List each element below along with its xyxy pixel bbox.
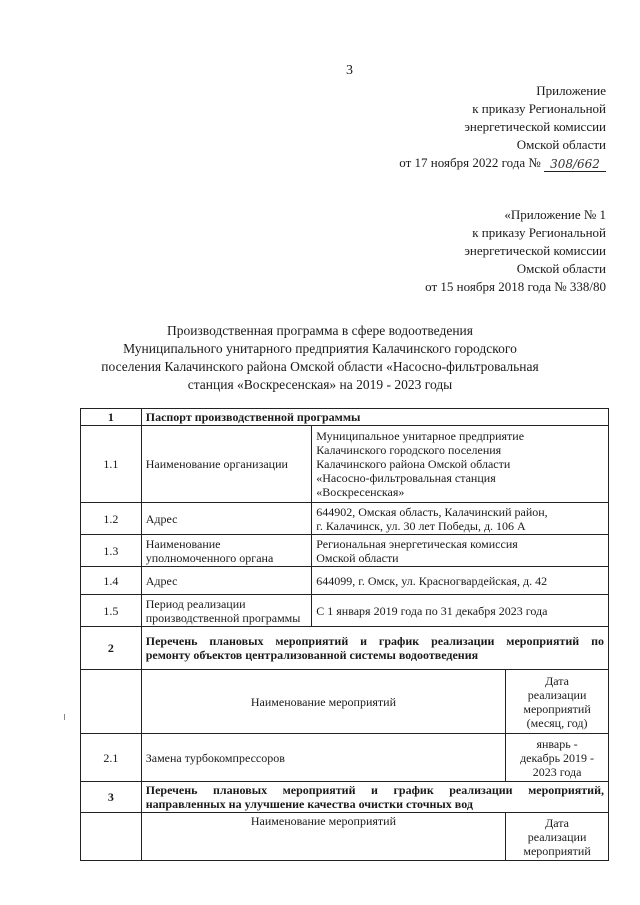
empty-cell bbox=[81, 670, 142, 734]
approval-line: энергетической комиссии bbox=[464, 119, 606, 134]
row-number: 1.3 bbox=[81, 535, 142, 567]
date-header-line: мероприятий bbox=[523, 701, 591, 716]
value-line: Калачинского городского поселения bbox=[316, 443, 502, 457]
section-title-line: ремонту объектов централизованной системы водоотведения bbox=[145, 648, 479, 662]
value-line: Муниципальное унитарное предприятие bbox=[316, 429, 525, 443]
approval-date-line bbox=[399, 154, 606, 172]
row-number: 1.5 bbox=[81, 595, 142, 627]
row-value: 644099, г. Омск, ул. Красногвардейская, д. 42 bbox=[312, 567, 609, 595]
event-date bbox=[506, 734, 609, 782]
table-row bbox=[81, 595, 609, 627]
date-header-line: реализации bbox=[527, 829, 587, 844]
title-line: поселения Калачинского района Омской области «Насосно-фильтровальная bbox=[101, 359, 539, 374]
table-row bbox=[81, 426, 609, 503]
annex-line: энергетической комиссии bbox=[464, 243, 606, 258]
date-header-line: Дата bbox=[545, 673, 570, 688]
section-title-line: Перечень плановых мероприятий и график реализации мероприятий по bbox=[145, 634, 604, 648]
row-number: 2 bbox=[81, 627, 142, 670]
title-line: станция «Воскресенская» на 2019 - 2023 годы bbox=[187, 377, 453, 392]
row-label: Адрес bbox=[141, 567, 312, 595]
event-header: Наименование мероприятий bbox=[141, 670, 505, 734]
row-number: 2.1 bbox=[81, 734, 142, 782]
date-header-line: (месяц, год) bbox=[526, 715, 588, 730]
table-row bbox=[81, 734, 609, 782]
date-header-line: реализации bbox=[527, 687, 587, 702]
annex-line: от 15 ноября 2018 года № 338/80 bbox=[425, 279, 606, 294]
label-line: производственной программы bbox=[145, 610, 301, 625]
label-line: Период реализации bbox=[145, 596, 246, 611]
table-row bbox=[81, 503, 609, 535]
label-line: уполномоченного органа bbox=[145, 550, 274, 565]
row-number: 1.2 bbox=[81, 503, 142, 535]
table-row bbox=[81, 567, 609, 595]
approval-line: Омской области bbox=[516, 137, 606, 152]
value-line: «Насосно-фильтровальная станция bbox=[316, 471, 496, 485]
event-header: Наименование мероприятий bbox=[141, 813, 505, 861]
row-label: Адрес bbox=[141, 503, 312, 535]
value-line: «Воскресенская» bbox=[316, 485, 405, 499]
date-header bbox=[506, 670, 609, 734]
value-line: Омской области bbox=[316, 550, 399, 565]
row-number: 1 bbox=[81, 409, 142, 426]
section-3-column-header-row bbox=[81, 813, 609, 861]
empty-cell bbox=[81, 813, 142, 861]
annex-line: «Приложение № 1 bbox=[504, 207, 606, 222]
date-header-line: мероприятий bbox=[523, 843, 591, 858]
approval-line: к приказу Региональной bbox=[472, 101, 606, 116]
row-label bbox=[141, 535, 312, 567]
value-line: Региональная энергетическая комиссия bbox=[316, 536, 518, 551]
row-number: 1.4 bbox=[81, 567, 142, 595]
date-line: 2023 года bbox=[532, 764, 582, 779]
table-row bbox=[81, 535, 609, 567]
row-value bbox=[312, 535, 609, 567]
date-header-line: Дата bbox=[545, 815, 570, 830]
row-value: С 1 января 2019 года по 31 декабря 2023 года bbox=[312, 595, 609, 627]
section-title bbox=[141, 627, 608, 670]
event-name: Замена турбокомпрессоров bbox=[141, 734, 505, 782]
section-1-header-row bbox=[81, 409, 609, 426]
section-title-line: направленных на улучшение качества очистки сточных вод bbox=[145, 797, 473, 811]
date-line: январь - bbox=[536, 736, 578, 751]
approval-date-text: от 17 ноября 2022 года № bbox=[399, 155, 541, 170]
section-title: Паспорт производственной программы bbox=[141, 409, 608, 426]
page-number: 3 bbox=[346, 63, 353, 78]
row-value bbox=[312, 426, 609, 503]
approval-block bbox=[399, 82, 606, 172]
row-label bbox=[141, 595, 312, 627]
date-header bbox=[506, 813, 609, 861]
date-line: декабрь 2019 - bbox=[520, 750, 595, 765]
handwritten-order-number: 308/662 bbox=[544, 157, 606, 172]
section-2-column-header-row bbox=[81, 670, 609, 734]
title-line: Производственная программа в сфере водоотведения bbox=[166, 323, 473, 338]
row-value bbox=[312, 503, 609, 535]
approval-line: Приложение bbox=[536, 83, 606, 98]
value-line: 644902, Омская область, Калачинский район, bbox=[316, 504, 548, 519]
margin-mark bbox=[64, 714, 65, 720]
annex-block bbox=[425, 206, 606, 296]
annex-line: к приказу Региональной bbox=[472, 225, 606, 240]
row-number: 1.1 bbox=[81, 426, 142, 503]
value-line: г. Калачинск, ул. 30 лет Победы, д. 106 А bbox=[316, 518, 526, 533]
section-3-header-row bbox=[81, 782, 609, 813]
section-title-line: Перечень плановых мероприятий и график реализации мероприятий, bbox=[145, 783, 604, 797]
title-line: Муниципального унитарного предприятия Калачинского городского bbox=[123, 341, 517, 356]
value-line: Калачинского района Омской области bbox=[316, 457, 511, 471]
section-title bbox=[141, 782, 608, 813]
row-label: Наименование организации bbox=[141, 426, 312, 503]
label-line: Наименование bbox=[145, 536, 221, 551]
passport-table bbox=[80, 408, 609, 861]
annex-line: Омской области bbox=[516, 261, 606, 276]
document-title bbox=[80, 322, 560, 394]
section-2-header-row bbox=[81, 627, 609, 670]
row-number: 3 bbox=[81, 782, 142, 813]
